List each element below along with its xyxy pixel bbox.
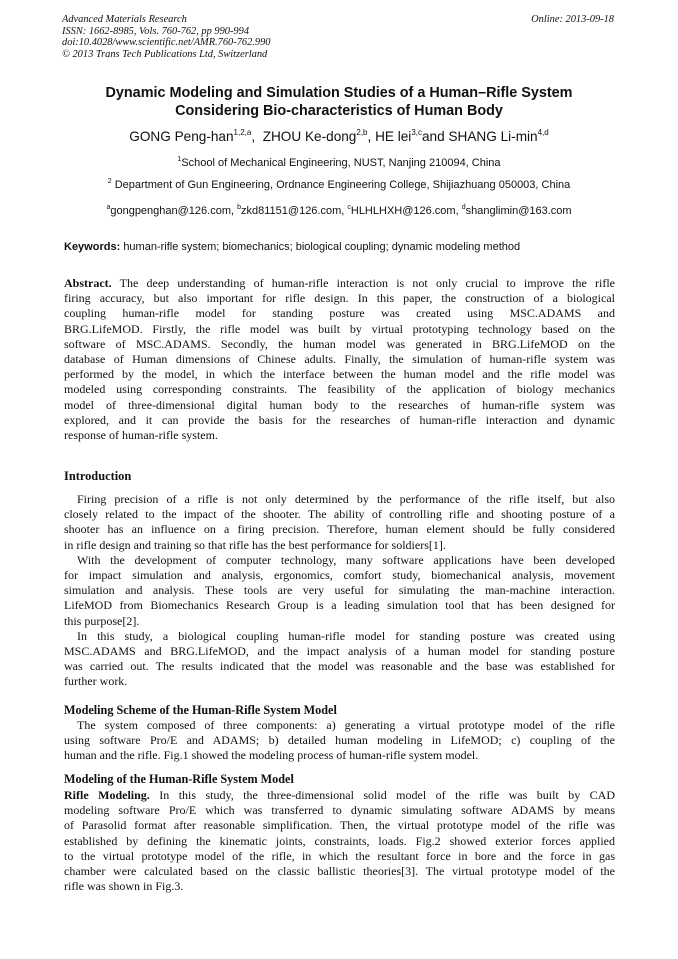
email-address[interactable]: gongpenghan@126.com, [110,205,238,217]
rifle-modeling-runin: Rifle Modeling. [64,788,150,802]
email-address[interactable]: shanglimin@163.com [465,205,572,217]
intro-line: this purpose[2]. [64,613,140,628]
abstract-line: software of MSC.ADAMS. Secondly, the human model was generated in BRG.LifeMOD on the [64,336,615,351]
affiliation-sup: 1 [177,156,182,163]
affiliation-sup: 2 [107,178,112,185]
abstract-line: performed by the model, in which the interface between the human model and the rifle model was [64,367,615,382]
abstract-line: coupling human-rifle model for standing posture was created using MSC.ADAMS and [64,306,615,321]
title-line-1: Dynamic Modeling and Simulation Studies of a Human–Rifle System [105,85,573,101]
intro-line: In this study, a biological coupling human-rifle model for standing posture was created using [77,628,615,643]
modeling-line [64,788,615,803]
author-name: HE lei [375,129,412,144]
doi-line[interactable]: doi:10.4028/www.scientific.net/AMR.760-762.990 [62,37,271,49]
author-separator: , [367,129,376,144]
email-sup: c [347,204,351,211]
abstract-line: explored, and it can provide the basis for the researches of human-rifle interaction and dynamic [64,412,615,427]
email-sup: d [461,204,466,211]
email-sup: b [237,204,242,211]
abstract-line [64,276,615,291]
author-name: ZHOU Ke-dong [262,129,357,144]
abstract-label: Abstract. [64,276,112,290]
online-date: Online: 2013-09-18 [531,14,614,25]
intro-line: closely related to the impact of the shooter. The ability of controlling rifle and shooting posture of a [64,507,615,522]
scheme-line: The system composed of three components: a) generating a virtual prototype model of the rifle [77,718,615,732]
affiliation-text: Department of Gun Engineering, Ordnance Engineering College, Shijiazhuang 050003, China [114,179,571,191]
abstract-line: modeled using corresponding constraints. The feasibility of the application of biology mechanics [64,382,615,397]
keywords-text: human-rifle system; biomechanics; biological coupling; dynamic modeling method [123,241,521,253]
modeling-line: of Parasolid format after reasonable simplification. Then, the virtual prototype model of the rifle was [64,818,615,833]
paper-title [40,84,638,120]
keywords [64,241,624,254]
abstract-line: BRG.LifeMOD. Firstly, the rifle model was built by virtual prototyping technology based on the [64,321,615,336]
author-affil-sup: 3,c [411,128,422,137]
intro-line: shooter has an influence on a firing precision. Therefore, human element should be fully considered [64,522,615,537]
intro-line: LifeMOD from Biomechanics Research Group is a leading simulation tool that has been designed for [64,598,615,613]
affiliation-2 [20,179,658,192]
abstract-line: firing accuracy, but also important for rifle design. In this paper, the construction of a biological [64,291,615,306]
modeling-line: to the virtual prototype model of the rifle, in which the resultant force in bore and the force in gas [64,848,615,863]
modeling-heading: Modeling of the Human-Rifle System Model [64,772,294,786]
abstract-line-text: The deep understanding of human-rifle interaction is not only crucial to improve the rifle [119,276,615,290]
email-sup: a [106,204,111,211]
abstract-line: model of three-dimensional digital human body to the researches of human-rifle system was [64,397,615,412]
intro-line: for impact simulation and analysis, ergonomics, comfort study, biomechanical analysis, movement [64,567,615,582]
author-affil-sup: 1,2,a [233,128,252,137]
abstract [64,276,615,443]
intro-line: simulation and analysis. These tools are very useful for simulating the man-machine interaction. [64,583,615,598]
scheme-line: human and the rifle. Fig.1 showed the modeling process of human-rifle system model. [64,748,479,763]
modeling-line-text: In this study, the three-dimensional solid model of the rifle was built by CAD [159,788,615,802]
abstract-line: database of Human dimensions of Chinese adults. Finally, the simulation of human-rifle system was [64,351,615,366]
introduction-heading: Introduction [64,469,132,483]
scheme-body [64,718,615,764]
title-line-2: Considering Bio-characteristics of Human Body [175,103,503,119]
modeling-line: rifle was shown in Fig.3. [64,879,184,894]
intro-line: Firing precision of a rifle is not only determined by the performance of the rifle itself, but also [77,492,615,506]
introduction-body [64,492,615,689]
intro-line: MSC.ADAMS and BRG.LifeMOD, and the impact analysis of a human model for standing posture [64,643,615,658]
author-name: GONG Peng-han [129,129,234,144]
author-list [20,128,658,145]
intro-line: further work. [64,674,128,689]
issn-line: ISSN: 1662-8985, Vols. 760-762, pp 990-994 [62,25,250,37]
intro-line: in rifle design and training so that rifle has the best performance for soldiers[1]. [64,537,446,552]
author-name: SHANG Li-min [448,129,538,144]
modeling-line: modeling software Pro/E which was transferred to dynamic simulating software ADAMS by means [64,803,615,818]
author-affil-sup: 2,b [356,128,368,137]
abstract-line: response of human-rifle system. [64,427,218,442]
author-affil-sup: 4,d [537,128,549,137]
email-list [20,205,658,218]
scheme-heading: Modeling Scheme of the Human-Rifle System Model [64,703,337,717]
journal-name: Advanced Materials Research [62,14,187,25]
intro-line: With the development of computer technology, many software applications have been developed [77,552,615,567]
email-address[interactable]: zkd81151@126.com, [241,205,348,217]
affiliation-1 [20,157,658,170]
affiliation-text: School of Mechanical Engineering, NUST, Nanjing 210094, China [181,157,501,169]
journal-header [62,14,422,60]
author-separator: and [422,129,449,144]
copyright-line: © 2013 Trans Tech Publications Ltd, Switzerland [62,48,268,60]
email-address[interactable]: HLHLHXH@126.com, [350,205,462,217]
modeling-body [64,788,615,894]
modeling-line: chamber were calculated based on the classic ballistic theories[3]. The virtual prototype model of the [64,863,615,878]
scheme-line: using software Pro/E and ADAMS; b) detailed human modeling in LifeMOD; c) coupling of the [64,733,615,748]
author-separator: , [251,129,263,144]
modeling-line: established by defining the kinematic joints, constraints, loads. Fig.2 showed exterior forces applied [64,833,615,848]
intro-line: was carried out. The results indicated that the model was reasonable and the base was established for [64,659,615,674]
keywords-label: Keywords: [64,241,121,253]
